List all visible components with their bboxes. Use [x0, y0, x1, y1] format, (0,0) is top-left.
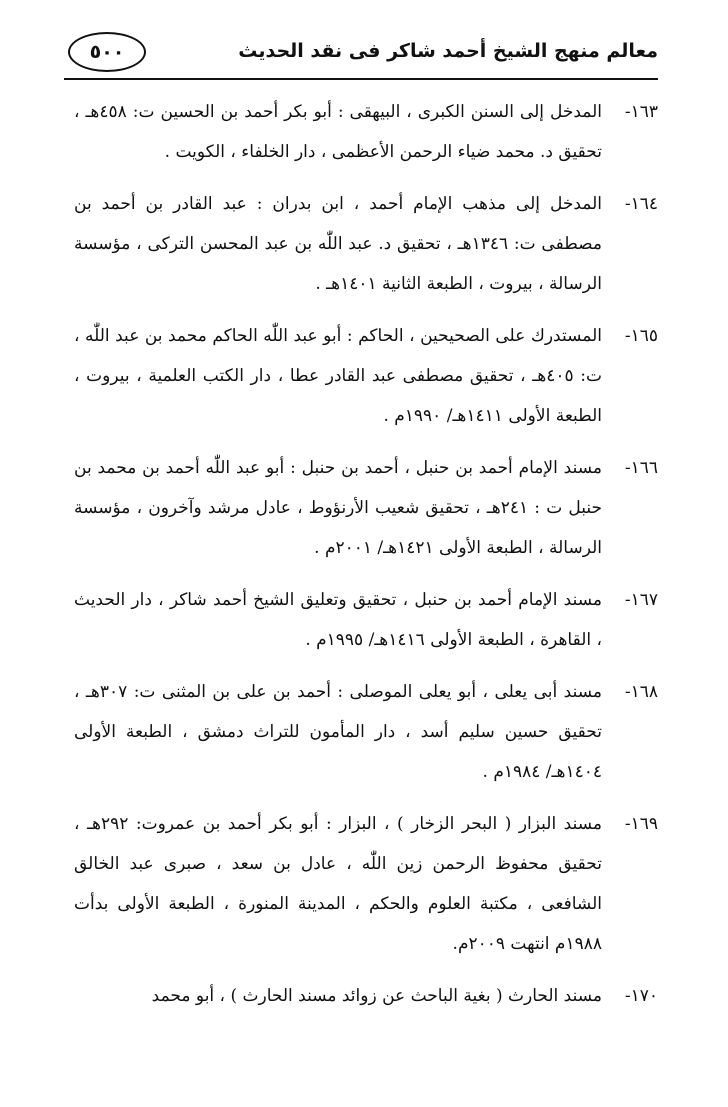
entry-text: مسند الحارث ( بغية الباحث عن زوائد مسند الحارث ) ، أبو محمد	[151, 986, 602, 1006]
bibliography-entry	[74, 580, 656, 660]
entry-number: ١٦٨-	[624, 682, 658, 702]
page-number: ٥٠٠	[68, 32, 146, 72]
entry-text: مسند أبى يعلى ، أبو يعلى الموصلى : أحمد بن على بن المثنى ت: ٣٠٧هـ ، تحقيق حسين سليم أسد ، دار المأمون للتراث دمشق ، الطبعة الأولى ١٤٠٤هـ/ ١٩٨٤م .	[74, 682, 602, 782]
entry-number: ١٦٦-	[624, 458, 658, 478]
entry-text: مسند الإمام أحمد بن حنبل ، تحقيق وتعليق الشيخ أحمد شاكر ، دار الحديث ، القاهرة ، الطبعة الأولى ١٤١٦هـ/ ١٩٩٥م .	[74, 590, 602, 650]
entry-number: ١٧٠-	[624, 986, 658, 1006]
bibliography-entry	[74, 804, 656, 964]
entry-number: ١٦٥-	[624, 326, 658, 346]
entry-number: ١٦٤-	[624, 194, 658, 214]
entry-number: ١٦٩-	[624, 814, 658, 834]
bibliography-entry	[74, 184, 656, 304]
entry-number: ١٦٧-	[624, 590, 658, 610]
bibliography-entry	[74, 316, 656, 436]
running-title: معالم منهج الشيخ أحمد شاكر فى نقد الحديث	[238, 40, 658, 62]
entry-text: المدخل إلى السنن الكبرى ، البيهقى : أبو بكر أحمد بن الحسين ت: ٤٥٨هـ ، تحقيق د. محمد ضياء الرحمن الأعظمى ، دار الخلفاء ، الكويت .	[74, 102, 602, 162]
entry-number: ١٦٣-	[624, 102, 658, 122]
bibliography-entry	[74, 976, 656, 1016]
page-header	[64, 30, 658, 86]
bibliography-entry	[74, 448, 656, 568]
bibliography-entry	[74, 92, 656, 172]
entry-text: المستدرك على الصحيحين ، الحاكم : أبو عبد اللّٰه الحاكم محمد بن عبد اللّٰه ، ت: ٤٠٥هـ ، تحقيق مصطفى عبد القادر عطا ، دار الكتب العلمية ، بيروت ، الطبعة الأولى ١٤١١هـ/ ١٩٩٠م .	[74, 326, 602, 426]
bibliography-list	[74, 92, 656, 1028]
bibliography-entry	[74, 672, 656, 792]
entry-text: مسند البزار ( البحر الزخار ) ، البزار : أبو بكر أحمد بن عمروت: ٢٩٢هـ ، تحقيق محفوظ الرحمن زين اللّٰه ، عادل بن سعد ، صبرى عبد الخالق الشافعى ، مكتبة العلوم والحكم ، المدينة المنورة ، الطبعة الأولى بدأت ١٩٨٨م انتهت ٢٠٠٩م.	[74, 814, 602, 954]
entry-text: مسند الإمام أحمد بن حنبل ، أحمد بن حنبل : أبو عبد اللّٰه أحمد بن محمد بن حنبل ت : ٢٤١هـ ، تحقيق شعيب الأرنؤوط ، عادل مرشد وآخرون ، مؤسسة الرسالة ، الطبعة الأولى ١٤٢١هـ/ ٢٠٠١م .	[74, 458, 602, 558]
entry-text: المدخل إلى مذهب الإمام أحمد ، ابن بدران : عبد القادر بن أحمد بن مصطفى ت: ١٣٤٦هـ ، تحقيق د. عبد اللّٰه بن عبد المحسن التركى ، مؤسسة الرسالة ، بيروت ، الطبعة الثانية ١٤٠١هـ .	[74, 194, 602, 294]
header-rule	[64, 78, 658, 80]
